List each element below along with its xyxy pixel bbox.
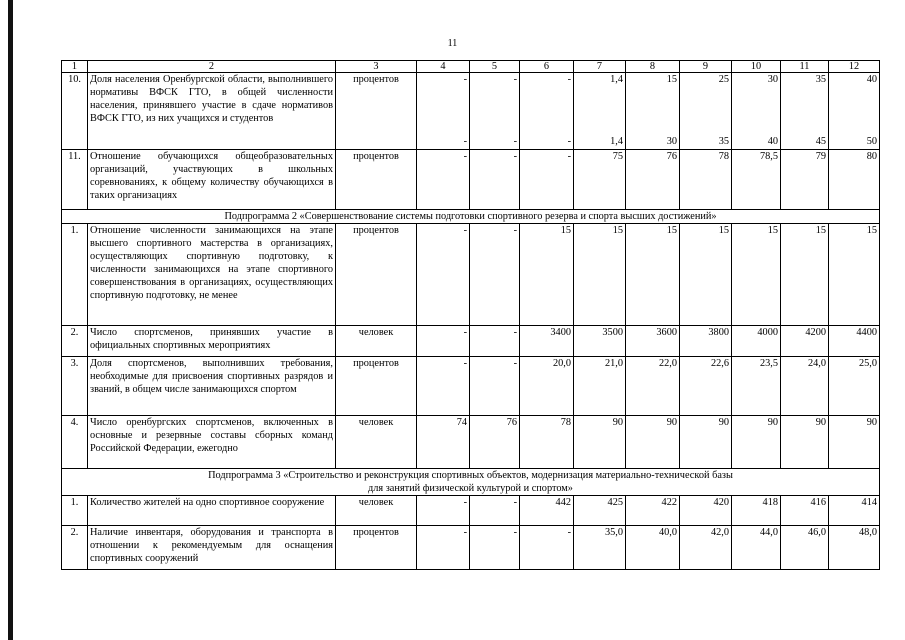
- value-cell: -: [520, 526, 574, 570]
- value-cell: 90: [626, 416, 680, 469]
- header-cell: 11: [781, 61, 829, 73]
- subprogram-line: Подпрограмма 3 «Строительство и реконструкция спортивных объектов, модернизация материально-технической базы: [208, 470, 733, 481]
- row-number: 3.: [62, 357, 88, 416]
- value-cell: 90: [781, 416, 829, 469]
- table-row: [62, 224, 880, 326]
- table-row: [62, 526, 880, 570]
- value-cell: 3400: [520, 326, 574, 357]
- value-students: 45: [815, 136, 826, 147]
- value-cell: [680, 73, 732, 150]
- unit-cell: процентов: [336, 224, 417, 326]
- value-cell: 79: [781, 150, 829, 210]
- indicator-name: Число оренбургских спортсменов, включенных в основные и резервные составы сборных команд Российской Федерации, ежегодно: [88, 416, 336, 469]
- value-total: -: [463, 74, 467, 85]
- value-cell: -: [470, 357, 520, 416]
- value-total: -: [513, 74, 517, 85]
- value-cell: 15: [520, 224, 574, 326]
- value-total: 35: [815, 74, 826, 85]
- value-cell: 420: [680, 496, 732, 526]
- header-cell: 6: [520, 61, 574, 73]
- value-cell: 48,0: [829, 526, 880, 570]
- table-row: [62, 150, 880, 210]
- value-cell: [626, 73, 680, 150]
- header-cell: 9: [680, 61, 732, 73]
- value-cell: 416: [781, 496, 829, 526]
- row-number: 1.: [62, 224, 88, 326]
- value-cell: -: [470, 150, 520, 210]
- indicator-name: Доля спортсменов, выполнивших требования, необходимые для присвоения спортивных разрядов и званий, в общем числе занимающихся спортом: [88, 357, 336, 416]
- unit-cell: человек: [336, 496, 417, 526]
- table-row: [62, 416, 880, 469]
- value-cell: 3600: [626, 326, 680, 357]
- value-cell: 44,0: [732, 526, 781, 570]
- value-cell: 25,0: [829, 357, 880, 416]
- value-students: 50: [866, 136, 877, 147]
- indicator-name: Число спортсменов, принявших участие в официальных спортивных мероприятиях: [88, 326, 336, 357]
- row-number: 10.: [62, 73, 88, 150]
- value-cell: 76: [470, 416, 520, 469]
- value-students: 1,4: [610, 136, 623, 147]
- subprogram-title: [62, 210, 880, 224]
- indicator-name: Отношение численности занимающихся на этапе высшего спортивного мастерства в организациях, осуществляющих спортивную подготовку, к численности занимающихся на этапе спортивного совершенствования в организациях, осуществляющих спортивную подготовку, не менее: [88, 224, 336, 326]
- header-cell: 1: [62, 61, 88, 73]
- binder-edge: [8, 0, 13, 640]
- value-cell: 418: [732, 496, 781, 526]
- header-cell: 2: [88, 61, 336, 73]
- header-cell: 12: [829, 61, 880, 73]
- header-cell: 7: [574, 61, 626, 73]
- value-cell: 90: [829, 416, 880, 469]
- value-students: 40: [767, 136, 778, 147]
- value-cell: 4000: [732, 326, 781, 357]
- value-cell: 24,0: [781, 357, 829, 416]
- value-students: 30: [666, 136, 677, 147]
- value-cell: 20,0: [520, 357, 574, 416]
- value-cell: 78,5: [732, 150, 781, 210]
- value-cell: [732, 73, 781, 150]
- value-cell: 15: [732, 224, 781, 326]
- value-cell: 78: [680, 150, 732, 210]
- value-cell: 15: [781, 224, 829, 326]
- value-cell: [574, 73, 626, 150]
- value-students: -: [567, 136, 571, 147]
- value-total: 30: [767, 74, 778, 85]
- value-cell: [520, 73, 574, 150]
- value-total: 40: [866, 74, 877, 85]
- page-number: 11: [447, 38, 458, 49]
- value-cell: 21,0: [574, 357, 626, 416]
- header-cell: 8: [626, 61, 680, 73]
- value-cell: 80: [829, 150, 880, 210]
- value-total: 25: [718, 74, 729, 85]
- unit-cell: процентов: [336, 150, 417, 210]
- value-cell: -: [417, 496, 470, 526]
- value-students: 35: [718, 136, 729, 147]
- row-number: 2.: [62, 526, 88, 570]
- value-total: 15: [666, 74, 677, 85]
- table-row: [62, 357, 880, 416]
- unit-cell: человек: [336, 416, 417, 469]
- row-number: 11.: [62, 150, 88, 210]
- value-cell: 15: [574, 224, 626, 326]
- value-cell: 42,0: [680, 526, 732, 570]
- indicator-name: Доля населения Оренбургской области, выполнившего нормативы ВФСК ГТО, в общей численности населения, принявшего участие в сдаче нормативов ВФСК ГТО, из них учащихся и студентов: [88, 73, 336, 150]
- header-cell: 4: [417, 61, 470, 73]
- value-cell: -: [417, 224, 470, 326]
- value-cell: 90: [732, 416, 781, 469]
- value-cell: -: [470, 526, 520, 570]
- value-cell: 78: [520, 416, 574, 469]
- value-cell: -: [417, 150, 470, 210]
- subprogram-line: для занятий физической культурой и спортом»: [368, 483, 573, 494]
- value-cell: 15: [829, 224, 880, 326]
- value-cell: 74: [417, 416, 470, 469]
- value-cell: 75: [574, 150, 626, 210]
- unit-cell: процентов: [336, 73, 417, 150]
- value-cell: 40,0: [626, 526, 680, 570]
- subprogram-title: [62, 469, 880, 496]
- row-number: 2.: [62, 326, 88, 357]
- value-cell: 90: [574, 416, 626, 469]
- value-cell: 22,6: [680, 357, 732, 416]
- subprogram-line: Подпрограмма 2 «Совершенствование системы подготовки спортивного резерва и спорта высших достижений»: [224, 211, 717, 222]
- value-cell: 76: [626, 150, 680, 210]
- value-cell: [417, 73, 470, 150]
- value-cell: 4200: [781, 326, 829, 357]
- value-cell: [829, 73, 880, 150]
- value-cell: 23,5: [732, 357, 781, 416]
- value-total: 1,4: [610, 74, 623, 85]
- subprogram-row: [62, 210, 880, 224]
- value-cell: 414: [829, 496, 880, 526]
- value-cell: 3800: [680, 326, 732, 357]
- header-cell: 10: [732, 61, 781, 73]
- indicator-name: Наличие инвентаря, оборудования и транспорта в отношении к рекомендуемым для оснащения спортивных сооружений: [88, 526, 336, 570]
- header-cell: 5: [470, 61, 520, 73]
- value-cell: 35,0: [574, 526, 626, 570]
- value-cell: 425: [574, 496, 626, 526]
- indicator-name: Количество жителей на одно спортивное сооружение: [88, 496, 336, 526]
- header-row: [62, 61, 880, 73]
- value-cell: -: [470, 496, 520, 526]
- value-cell: 442: [520, 496, 574, 526]
- value-cell: 3500: [574, 326, 626, 357]
- table-row: [62, 73, 880, 150]
- indicator-name: Отношение обучающихся общеобразовательных организаций, участвующих в школьных соревнованиях, к общему количеству обучающихся в таких организациях: [88, 150, 336, 210]
- value-cell: [781, 73, 829, 150]
- header-cell: 3: [336, 61, 417, 73]
- value-cell: -: [417, 326, 470, 357]
- value-total: -: [567, 74, 571, 85]
- value-cell: -: [520, 150, 574, 210]
- row-number: 1.: [62, 496, 88, 526]
- table-row: [62, 496, 880, 526]
- value-cell: [470, 73, 520, 150]
- value-cell: -: [470, 326, 520, 357]
- value-students: -: [513, 136, 517, 147]
- value-students: -: [463, 136, 467, 147]
- value-cell: 15: [680, 224, 732, 326]
- value-cell: 46,0: [781, 526, 829, 570]
- indicators-table: [61, 60, 880, 570]
- table-row: [62, 326, 880, 357]
- value-cell: -: [470, 224, 520, 326]
- unit-cell: процентов: [336, 357, 417, 416]
- value-cell: -: [417, 357, 470, 416]
- row-number: 4.: [62, 416, 88, 469]
- unit-cell: человек: [336, 326, 417, 357]
- subprogram-row: [62, 469, 880, 496]
- value-cell: 4400: [829, 326, 880, 357]
- value-cell: 22,0: [626, 357, 680, 416]
- unit-cell: процентов: [336, 526, 417, 570]
- value-cell: -: [417, 526, 470, 570]
- value-cell: 90: [680, 416, 732, 469]
- value-cell: 422: [626, 496, 680, 526]
- value-cell: 15: [626, 224, 680, 326]
